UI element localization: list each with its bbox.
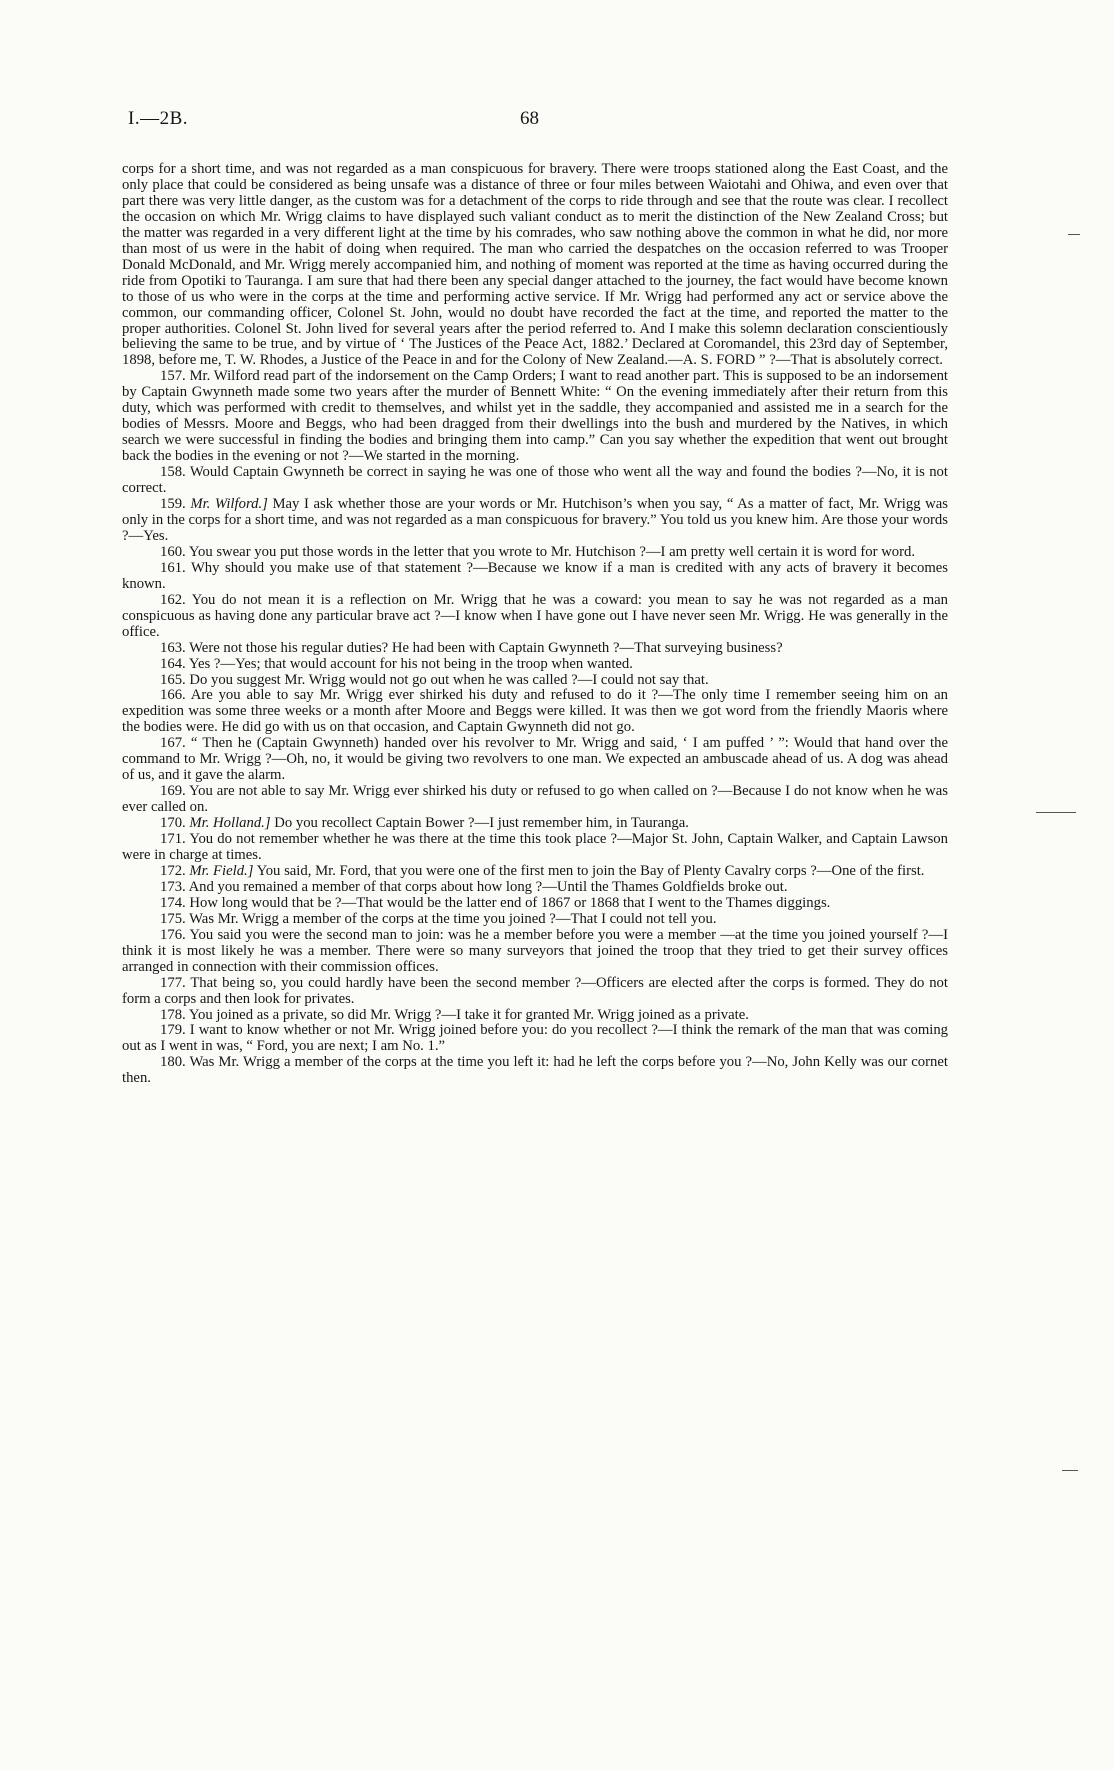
question-179 xyxy=(122,1023,948,1055)
question-174 xyxy=(122,896,948,912)
question-166 xyxy=(122,688,948,736)
paragraph-text: You swear you put those words in the letter that you wrote to Mr. Hutchison ?—I am pretty well certain it is word for word. xyxy=(188,543,916,560)
page-header xyxy=(128,108,968,140)
paragraph-text: You said, Mr. Ford, that you were one of the first men to join the Bay of Plenty Cavalry corps ?—One of the first. xyxy=(256,862,925,879)
speaker-name: Mr. Holland.] xyxy=(189,815,271,832)
paragraph-text: Do you suggest Mr. Wrigg would not go out when he was called ?—I could not say that. xyxy=(189,671,709,688)
speaker-name: Mr. Wilford.] xyxy=(190,496,268,513)
paragraph-text: corps for a short time, and was not regarded as a man conspicuous for bravery. There were troops stationed along the East Coast, and the only place that could be considered as being unsafe was a distance of three or four miles between Waiotahi and Ohiwa, and even over that part there was very little danger, as the custom was for a detachment of the corps to ride through and see that the route was clear. I recollect the occasion on which Mr. Wrigg claims to have displayed such valiant conduct as to merit the distinction of the New Zealand Cross; but the matter was regarded in a very different light at the time by his comrades, who saw nothing above the common in what he did, nor more than most of us were in the habit of doing when required. The man who carried the despatches on the occasion referred to was Trooper Donald McDonald, and Mr. Wrigg merely accompanied him, and nothing of moment was reported at the time as having occurred during the ride from Opotiki to Tauranga. I am sure that had there been any special danger attached to the journey, the fact would have become known to those of us who were in the corps at the time and performing active service. If Mr. Wrigg had performed any act or service above the common, our commanding officer, Colonel St. John, would no doubt have recorded the fact at the time, and reported the matter to the proper authorities. Colonel St. John lived for several years after the period referred to. And I make this solemn declaration conscientiously believing the same to be true, and by virtue of ‘ The Justices of the Peace Act, 1882.’ Declared at Coromandel, this 23rd day of September, 1898, before me, T. W. Rhodes, a Justice of the Peace in and for the Colony of New Zealand.—A. S. FORD ” ?—That is absolutely correct. xyxy=(122,161,948,369)
question-number: 171. xyxy=(160,831,186,848)
question-170 xyxy=(122,816,948,832)
question-number: 176. xyxy=(160,926,186,943)
question-number: 174. xyxy=(160,894,186,911)
question-number: 165. xyxy=(160,671,186,688)
question-157 xyxy=(122,369,948,465)
question-number: 161. xyxy=(160,559,186,576)
question-number: 159. xyxy=(160,496,186,513)
question-167 xyxy=(122,736,948,784)
speaker-name: Mr. Field.] xyxy=(189,862,254,879)
paragraph-text: Mr. Wilford read part of the indorsement on the Camp Orders; I want to read another part. This is supposed to be an indorsement by Captain Gwynneth made some two years after the murder of Bennett White: “ On the evening immediately after their return from this duty, which was performed with credit to themselves, and whilst yet in the saddle, they accompanied and assisted me in a search for the bodies of Messrs. Moore and Beggs, who had been dragged from their dwellings into the bush and murdered by the Natives, in which search we were successful in finding the bodies and bringing them into camp.” Can you say whether the expedition that went out brought back the bodies in the evening or not ?—We started in the morning. xyxy=(122,368,949,465)
question-number: 166. xyxy=(160,687,186,704)
question-number: 160. xyxy=(160,543,186,560)
paragraph-text: You said you were the second man to join: was he a member before you were a member —at the time you joined yourself ?—I think it is most likely he was a member. There were so many surveyors that joined the troop that they tried to get their survey offices arranged in connection with their commission offices. xyxy=(122,926,948,975)
paragraph-text: Was Mr. Wrigg a member of the corps at the time you joined ?—That I could not tell you. xyxy=(189,910,717,927)
question-180 xyxy=(122,1055,948,1087)
paragraph-text: You do not remember whether he was there at the time this took place ?—Major St. John, Captain Walker, and Captain Lawson were in charge at times. xyxy=(122,831,948,863)
question-169 xyxy=(122,784,948,816)
question-number: 172. xyxy=(160,862,186,879)
question-number: 177. xyxy=(160,974,186,991)
paragraph-text: May I ask whether those are your words or Mr. Hutchison’s when you say, “ As a matter of fact, Mr. Wrigg was only in the corps for a short time, and was not regarded as a man conspicuous for bravery.” You told us you knew him. Are those your words ?—Yes. xyxy=(122,496,949,544)
question-161 xyxy=(122,561,948,593)
question-number: 164. xyxy=(160,655,186,672)
question-165 xyxy=(122,673,948,689)
question-number: 163. xyxy=(160,639,186,656)
margin-mark xyxy=(1068,234,1080,235)
question-number: 167. xyxy=(160,735,186,752)
question-177 xyxy=(122,976,948,1008)
paragraph-text: I want to know whether or not Mr. Wrigg joined before you: do you recollect ?—I think the remark of the man that was coming out as I went in was, “ Ford, you are next; I am No. 1.” xyxy=(122,1022,949,1055)
paragraph-text: You joined as a private, so did Mr. Wrigg ?—I take it for granted Mr. Wrigg joined as a private. xyxy=(188,1006,749,1023)
question-163 xyxy=(122,641,948,657)
document-reference: I.—2B. xyxy=(128,108,188,129)
question-number: 179. xyxy=(160,1022,186,1039)
paragraph-text: Do you recollect Captain Bower ?—I just remember him, in Tauranga. xyxy=(274,815,689,832)
question-number: 170. xyxy=(160,815,186,832)
question-159 xyxy=(122,497,948,545)
question-171 xyxy=(122,832,948,864)
question-178 xyxy=(122,1008,948,1024)
document-body xyxy=(122,162,948,1087)
paragraph-text: Yes ?—Yes; that would account for his not being in the troop when wanted. xyxy=(188,655,633,672)
paragraph-continuation xyxy=(122,162,948,369)
margin-mark xyxy=(1062,1470,1078,1471)
paragraph-text: Was Mr. Wrigg a member of the corps at the time you left it: had he left the corps before you ?—No, John Kelly was our cornet then. xyxy=(122,1054,948,1087)
paragraph-text: You are not able to say Mr. Wrigg ever shirked his duty or refused to go when called on ?—Because I do not know when he was ever called on. xyxy=(122,783,948,816)
question-number: 173. xyxy=(160,878,186,895)
question-number: 180. xyxy=(160,1054,186,1071)
page-number: 68 xyxy=(520,108,539,129)
question-172 xyxy=(122,864,948,880)
question-173 xyxy=(122,880,948,896)
paragraph-text: How long would that be ?—That would be the latter end of 1867 or 1868 that I went to the Thames diggings. xyxy=(189,894,831,911)
question-number: 162. xyxy=(160,591,186,608)
question-number: 158. xyxy=(160,464,186,481)
question-number: 175. xyxy=(160,910,186,927)
paragraph-text: That being so, you could hardly have been the second member ?—Officers are elected after the corps is formed. They do not form a corps and then look for privates. xyxy=(122,974,948,1007)
paragraph-text: You do not mean it is a reflection on Mr. Wrigg that he was a coward: you mean to say he was not regarded as a man conspicuous as having done any particular brave act ?—I know when I have gone out I have never seen Mr. Wrigg. He was generally in the office. xyxy=(122,591,948,640)
paragraph-text: Would Captain Gwynneth be correct in saying he was one of those who went all the way and found the bodies ?—No, it is not correct. xyxy=(122,464,948,497)
question-number: 169. xyxy=(160,783,186,800)
paragraph-text: “ Then he (Captain Gwynneth) handed over his revolver to Mr. Wrigg and said, ‘ I am puffed ’ ”: Would that hand over the command to Mr. Wrigg ?—Oh, no, it would be giving two revolvers to one man. We expected an ambuscade ahead of us. A dog was ahead of us, and it gave the alarm. xyxy=(122,735,949,784)
question-175 xyxy=(122,912,948,928)
paragraph-text: Are you able to say Mr. Wrigg ever shirked his duty and refused to do it ?—The only time I remember seeing him on an expedition was some three weeks or a month after Moore and Beggs were killed. It was then we got word from the friendly Maoris where the bodies were. He did go with us on that occasion, and Captain Gwynneth did not go. xyxy=(122,687,948,736)
margin-mark xyxy=(1036,812,1076,813)
question-176 xyxy=(122,928,948,976)
paragraph-text: Were not those his regular duties? He had been with Captain Gwynneth ?—That surveying business? xyxy=(189,639,783,656)
question-number: 157. xyxy=(160,368,186,385)
question-162 xyxy=(122,593,948,641)
paragraph-text: Why should you make use of that statement ?—Because we know if a man is credited with any acts of bravery it becomes known. xyxy=(122,559,948,592)
paragraph-text: And you remained a member of that corps about how long ?—Until the Thames Goldfields broke out. xyxy=(188,878,788,895)
question-164 xyxy=(122,657,948,673)
question-number: 178. xyxy=(160,1006,186,1023)
question-158 xyxy=(122,465,948,497)
question-160 xyxy=(122,545,948,561)
